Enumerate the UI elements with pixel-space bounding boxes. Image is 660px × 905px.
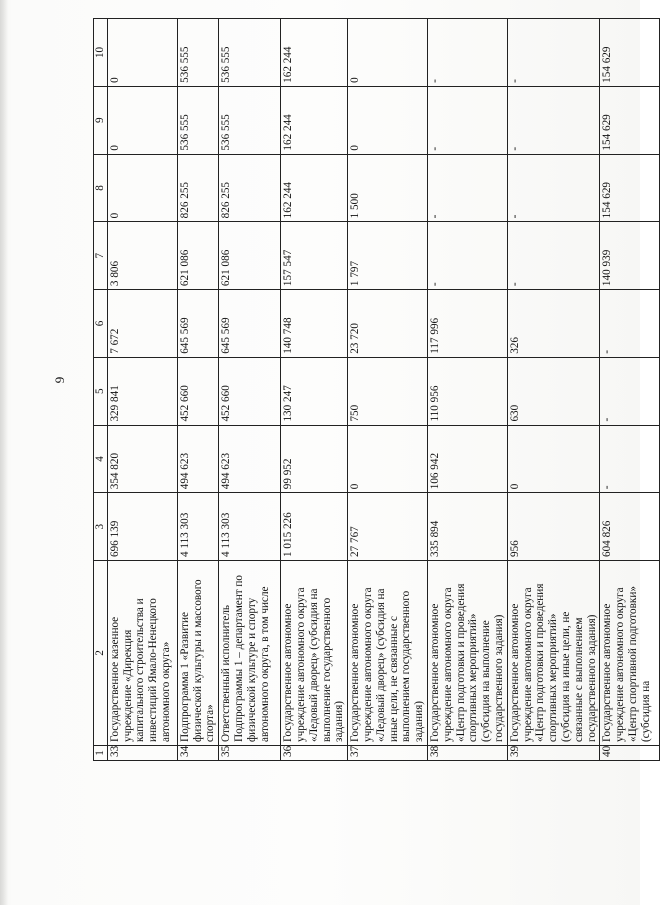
row-number: 33 xyxy=(107,745,177,760)
cell-col9: 154 629 xyxy=(600,86,660,154)
row-number: 39 xyxy=(507,745,600,760)
cell-col3: 1 015 226 xyxy=(281,493,348,561)
budget-table xyxy=(93,18,660,761)
cell-col3: 27 767 xyxy=(348,493,428,561)
cell-col9: 0 xyxy=(348,86,428,154)
cell-col6: 326 xyxy=(507,290,600,358)
cell-col6: 23 720 xyxy=(348,290,428,358)
cell-col4: 0 xyxy=(507,425,600,493)
row-number: 34 xyxy=(177,745,218,760)
header-cell: 6 xyxy=(94,290,108,358)
cell-col10: 536 555 xyxy=(177,19,218,87)
cell-col10: - xyxy=(507,19,600,87)
cell-col8: 0 xyxy=(107,154,177,222)
cell-col10: 0 xyxy=(348,19,428,87)
table-row xyxy=(281,19,348,761)
cell-col6: 645 569 xyxy=(219,290,281,358)
cell-col7: - xyxy=(427,222,507,290)
cell-col10: 162 244 xyxy=(281,19,348,87)
cell-col4: 354 820 xyxy=(107,425,177,493)
row-name: Государственное автономное учреждение автономного округа «Центр подготовки и проведения спортивных мероприятий» (субсидия на выполнение государственного задания) xyxy=(427,561,507,746)
row-number: 38 xyxy=(427,745,507,760)
cell-col3: 335 894 xyxy=(427,493,507,561)
header-cell: 10 xyxy=(94,19,108,87)
header-cell: 5 xyxy=(94,357,108,425)
cell-col5: 329 841 xyxy=(107,357,177,425)
cell-col5: 630 xyxy=(507,357,600,425)
cell-col9: 536 555 xyxy=(177,86,218,154)
cell-col3: 696 139 xyxy=(107,493,177,561)
cell-col7: 3 806 xyxy=(107,222,177,290)
cell-col5: 110 956 xyxy=(427,357,507,425)
cell-col8: 826 255 xyxy=(219,154,281,222)
cell-col10: 0 xyxy=(107,19,177,87)
cell-col9: - xyxy=(507,86,600,154)
cell-col5: 452 660 xyxy=(177,357,218,425)
cell-col8: - xyxy=(507,154,600,222)
row-name: Государственное казенное учреждение «Дирекция капитального строительства и инвестиций Ямало-Ненецкого автономного округа» xyxy=(107,561,177,746)
row-number: 35 xyxy=(219,745,281,760)
cell-col7: 140 939 xyxy=(600,222,660,290)
cell-col3: 956 xyxy=(507,493,600,561)
cell-col4: 494 623 xyxy=(219,425,281,493)
row-number: 37 xyxy=(348,745,428,760)
cell-col6: 117 996 xyxy=(427,290,507,358)
cell-col6: 140 748 xyxy=(281,290,348,358)
header-cell: 1 xyxy=(94,745,108,760)
cell-col5: 750 xyxy=(348,357,428,425)
cell-col6: 645 569 xyxy=(177,290,218,358)
row-name: Подпрограмма 1 «Развитие физической культуры и массового спорта» xyxy=(177,561,218,746)
row-name: Государственное автономное учреждение автономного округа «Ледовый дворец» (субсидия на иные цели, не связанные с выполнением государственного задания) xyxy=(348,561,428,746)
cell-col3: 4 113 303 xyxy=(177,493,218,561)
row-number: 40 xyxy=(600,745,660,760)
rotated-table-wrapper xyxy=(93,18,652,761)
page-edge-shadow xyxy=(0,0,8,905)
row-number: 36 xyxy=(281,745,348,760)
row-name: Государственное автономное учреждение автономного округа «Центр спортивной подготовки» (субсидия на xyxy=(600,561,660,746)
cell-col10: 154 629 xyxy=(600,19,660,87)
cell-col4: 106 942 xyxy=(427,425,507,493)
cell-col6: 7 672 xyxy=(107,290,177,358)
cell-col4: 99 952 xyxy=(281,425,348,493)
header-cell: 8 xyxy=(94,154,108,222)
cell-col4: 0 xyxy=(348,425,428,493)
table-row xyxy=(219,19,281,761)
cell-col3: 4 113 303 xyxy=(219,493,281,561)
table-row xyxy=(107,19,177,761)
cell-col10: - xyxy=(427,19,507,87)
cell-col5: 452 660 xyxy=(219,357,281,425)
cell-col9: 162 244 xyxy=(281,86,348,154)
cell-col7: 1 797 xyxy=(348,222,428,290)
page-number: 9 xyxy=(52,376,67,384)
cell-col8: 154 629 xyxy=(600,154,660,222)
table-row xyxy=(348,19,428,761)
row-name: Государственное автономное учреждение автономного округа «Центр подготовки и проведения спортивных мероприятий» (субсидия на иные цели, не связанные с выполнением государственного задания) xyxy=(507,561,600,746)
cell-col7: 157 547 xyxy=(281,222,348,290)
header-cell: 2 xyxy=(94,561,108,746)
cell-col6: - xyxy=(600,290,660,358)
header-cell: 4 xyxy=(94,425,108,493)
cell-col7: 621 086 xyxy=(219,222,281,290)
row-name: Ответственный исполнитель Подпрограммы 1 – департамент по физической культуре и спорту автономного округа, в том числе xyxy=(219,561,281,746)
row-name: Государственное автономное учреждение автономного округа «Ледовый дворец» (субсидия на выполнение государственного задания) xyxy=(281,561,348,746)
cell-col4: - xyxy=(600,425,660,493)
header-cell: 9 xyxy=(94,86,108,154)
table-row xyxy=(177,19,218,761)
cell-col4: 494 623 xyxy=(177,425,218,493)
cell-col8: 162 244 xyxy=(281,154,348,222)
cell-col9: 536 555 xyxy=(219,86,281,154)
table-row xyxy=(600,19,660,761)
cell-col5: 130 247 xyxy=(281,357,348,425)
cell-col7: 621 086 xyxy=(177,222,218,290)
cell-col8: 1 500 xyxy=(348,154,428,222)
header-row xyxy=(94,19,108,761)
table-row xyxy=(427,19,507,761)
cell-col8: 826 255 xyxy=(177,154,218,222)
cell-col8: - xyxy=(427,154,507,222)
header-cell: 7 xyxy=(94,222,108,290)
header-cell: 3 xyxy=(94,493,108,561)
table-row xyxy=(507,19,600,761)
cell-col9: 0 xyxy=(107,86,177,154)
cell-col5: - xyxy=(600,357,660,425)
cell-col3: 604 826 xyxy=(600,493,660,561)
cell-col10: 536 555 xyxy=(219,19,281,87)
cell-col9: - xyxy=(427,86,507,154)
cell-col7: - xyxy=(507,222,600,290)
